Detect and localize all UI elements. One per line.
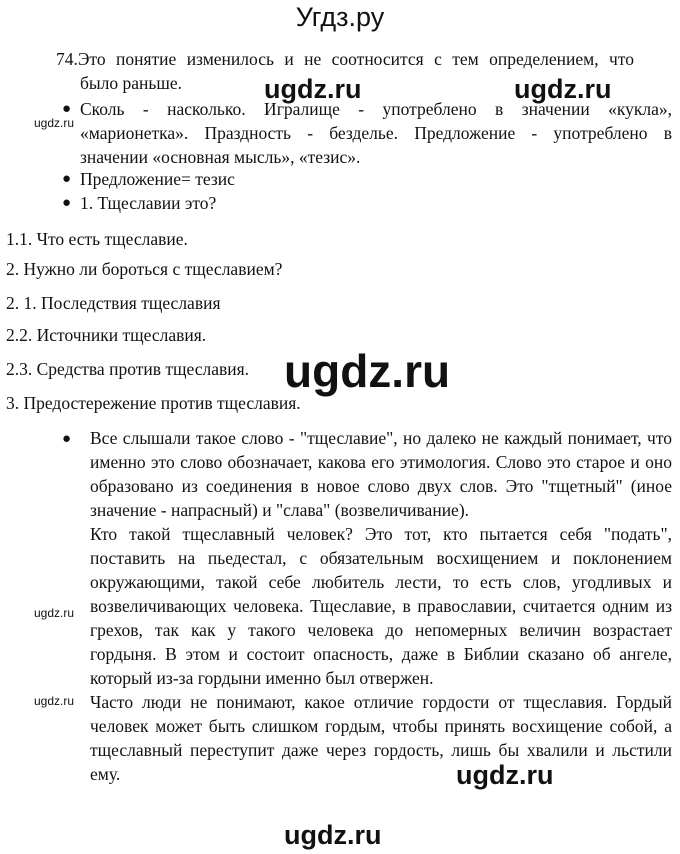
watermark-medium: ugdz.ru xyxy=(456,760,554,790)
item74-line1: 74.Это понятие изменилось и не соотносится с тем определением, что xyxy=(56,49,634,69)
watermark-small: ugdz.ru xyxy=(34,116,75,130)
watermark-small: ugdz.ru xyxy=(34,694,75,708)
item74-line2: было раньше. xyxy=(80,73,183,93)
bullet-dot-icon: ● xyxy=(62,101,72,117)
bullet3-line1: 1. Тщеславии это? xyxy=(80,193,217,213)
watermark-medium: ugdz.ru xyxy=(514,74,612,104)
bullet-dot-icon: ● xyxy=(62,171,72,187)
bullet-dot-icon: ● xyxy=(62,431,72,447)
watermark-medium: ugdz.ru xyxy=(284,820,382,850)
essay-paragraph-1: Все слышали такое слово - "тщеславие", но далеко не каждый понимает, что именно это слово обозначает, какова его этимология. Слово это старое и оно образовано из соединения в новое слово двух слов. Это "тщетный" (иное значение - напрасный) и "слава" (возвеличивание). xyxy=(90,428,672,520)
outline-item: 1.1. Что есть тщеславие. xyxy=(6,229,188,249)
bullet1-line3: значении «основная мысль», «тезис». xyxy=(80,147,361,167)
essay-paragraph-3: Часто люди не понимают, какое отличие гордости от тщеславия. Гордый человек может быть слишком гордым, чтобы принять восхищение собой, а тщеславный переступит даже через гордость, лишь бы хвалили и льстили ему. xyxy=(90,692,672,784)
site-title: Угдз.ру xyxy=(295,2,385,32)
bullet1-line1: Сколь - насколько. Игралище - употреблено в значении «кукла», xyxy=(80,99,672,119)
watermark-small: ugdz.ru xyxy=(34,606,75,620)
watermark-large: ugdz.ru xyxy=(284,345,451,397)
outline-item: 2. Нужно ли бороться с тщеславием? xyxy=(6,259,283,279)
bullet2-line1: Предложение= тезис xyxy=(80,169,235,189)
watermark-medium: ugdz.ru xyxy=(264,74,362,104)
outline-item: 2.3. Средства против тщеславия. xyxy=(6,359,250,379)
essay-text xyxy=(90,426,672,786)
outline-item: 2. 1. Последствия тщеславия xyxy=(6,293,221,313)
bullet1-line2: «марионетка». Праздность - безделье. Предложение - употреблено в xyxy=(80,123,672,143)
bullet-dot-icon: ● xyxy=(62,195,72,211)
essay-paragraph-2: Кто такой тщеславный человек? Это тот, кто пытается себя "подать", поставить на пьедестал, с обязательным восхищением и поклонением окружающими, такой себе любитель лести, то есть слов, угодливых и возвеличивающих человека. Тщеславие, в православии, считается одним из грехов, так как у такого человека до непомерных величин возрастает гордыня. В этом и состоит опасность, даже в Библии сказано об ангеле, который из-за гордыни именно был отвержен. xyxy=(90,524,672,688)
outline-item: 3. Предостережение против тщеславия. xyxy=(6,393,301,413)
outline-item: 2.2. Источники тщеславия. xyxy=(6,325,207,345)
